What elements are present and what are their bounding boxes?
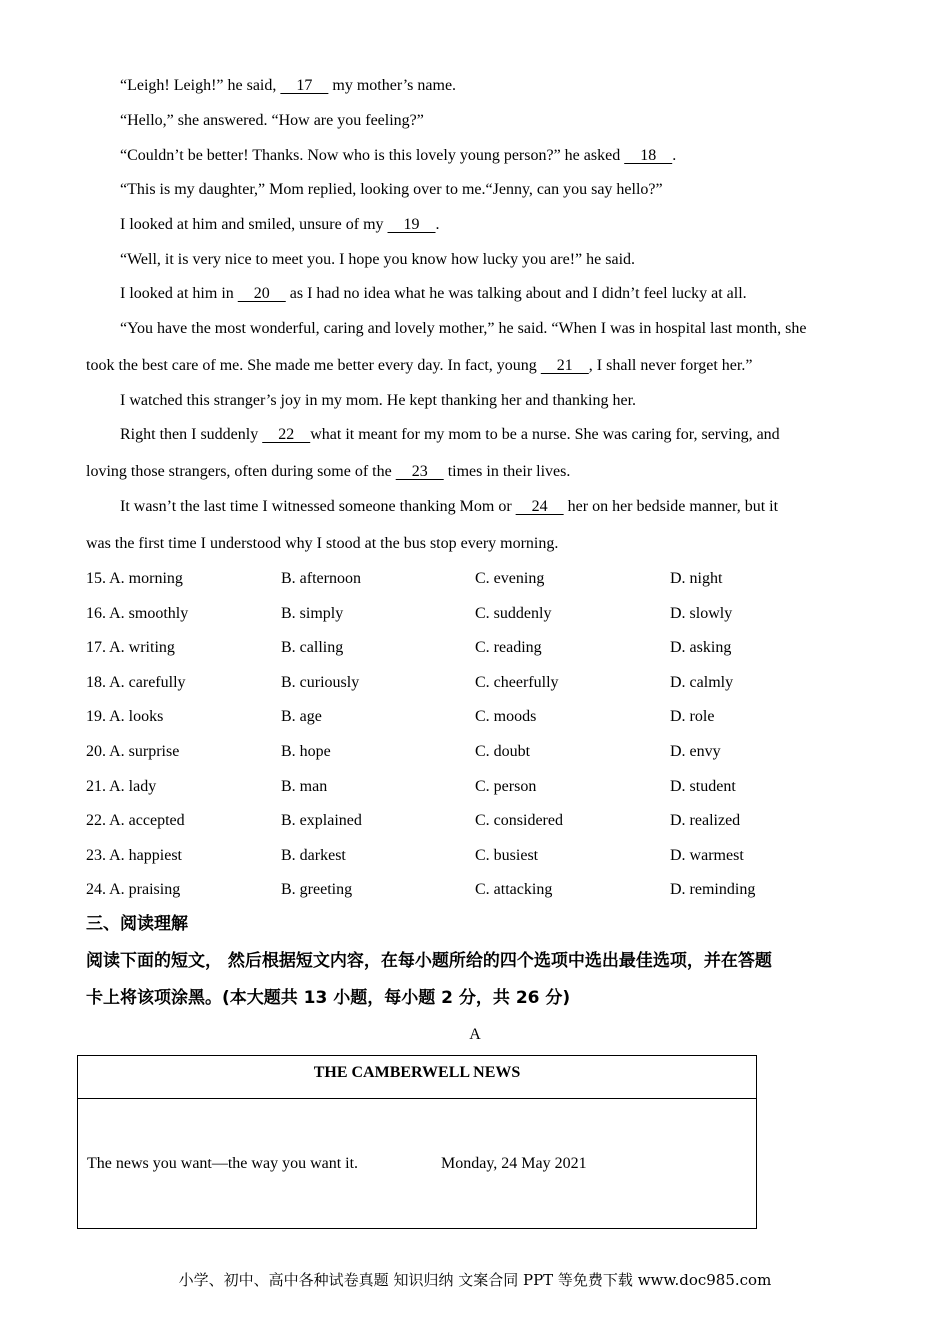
option-item: B. greeting	[281, 881, 353, 899]
option-item: D. student	[670, 777, 736, 795]
option-item: 24. A. praising	[86, 881, 181, 899]
option-item: D. role	[670, 708, 715, 726]
option-item: C. cheerfully	[475, 673, 559, 691]
option-row	[86, 673, 866, 693]
option-item: B. hope	[281, 743, 331, 760]
option-item: C. moods	[475, 708, 537, 726]
passage-text: .	[672, 147, 677, 164]
option-item: D. realized	[670, 812, 741, 830]
option-item: D. slowly	[670, 604, 733, 622]
passage-text: “This is my daughter,” Mom replied, looking over to me.“Jenny, can you say hello?”	[120, 181, 663, 198]
option-item: C. person	[475, 777, 537, 795]
blank-number: 18	[624, 147, 673, 164]
option-item: B. simply	[281, 604, 344, 622]
passage-text: took the best care of me. She made me better every day. In fact, young	[86, 357, 541, 374]
blank-number: 17	[280, 77, 329, 94]
passage-line	[120, 391, 866, 411]
news-date: Monday, 24 May 2021	[441, 1155, 587, 1172]
option-item: B. age	[281, 708, 322, 726]
option-item: 22. A. accepted	[86, 812, 185, 830]
passage-text: I looked at him and smiled, unsure of my	[120, 216, 388, 233]
option-row	[86, 569, 866, 589]
option-row	[86, 742, 866, 762]
blank-number: 21	[540, 357, 589, 374]
passage-text: “Leigh! Leigh!” he said,	[120, 77, 281, 94]
section-instruction-line2: 卡上将该项涂黑。(本大题共 13 小题，每小题 2 分，共 26 分)	[86, 988, 571, 1008]
blank-number: 20	[237, 285, 286, 302]
passage-text: I watched this stranger’s joy in my mom. He kept thanking her and thanking her.	[120, 392, 637, 409]
option-item: C. evening	[475, 570, 545, 587]
option-item: D. envy	[670, 743, 721, 760]
option-item: 23. A. happiest	[86, 846, 182, 864]
passage-line	[120, 146, 866, 166]
option-item: 21. A. lady	[86, 777, 157, 795]
option-item: C. considered	[475, 812, 563, 830]
passage-text: , I shall never forget her.”	[588, 357, 753, 374]
option-item: 15. A. morning	[86, 570, 183, 587]
passage-text: what it meant for my mom to be a nurse. She was caring for, serving, and	[310, 426, 780, 443]
passage-text: I looked at him in	[120, 285, 238, 302]
news-title: THE CAMBERWELL NEWS	[78, 1056, 756, 1099]
option-item: D. asking	[670, 639, 732, 657]
passage-text: as I had no idea what he was talking about and I didn’t feel lucky at all.	[285, 285, 747, 302]
option-item: B. man	[281, 777, 328, 795]
option-item: 19. A. looks	[86, 708, 164, 726]
section-heading: 三、阅读理解	[86, 914, 188, 934]
news-table	[77, 1055, 757, 1229]
option-item: B. darkest	[281, 846, 346, 864]
passage-text: “You have the most wonderful, caring and lovely mother,” he said. “When I was in hospital last month, she	[120, 320, 807, 337]
option-item: B. afternoon	[281, 570, 361, 587]
blank-number: 23	[395, 463, 444, 480]
page-footer: 小学、初中、高中各种试卷真题 知识归纳 文案合同 PPT 等免费下载 www.doc985.com	[178, 1271, 772, 1289]
blank-number: 19	[387, 216, 436, 233]
passage-label: A	[469, 1026, 481, 1043]
option-item: D. warmest	[670, 846, 744, 864]
passage-text: my mother’s name.	[328, 77, 457, 94]
option-item: 18. A. carefully	[86, 673, 186, 691]
passage-text: times in their lives.	[443, 463, 571, 480]
passage-text: “Couldn’t be better! Thanks. Now who is this lovely young person?” he asked	[120, 147, 625, 164]
option-row	[86, 604, 866, 624]
option-item: D. night	[670, 570, 723, 587]
blank-number: 22	[262, 426, 311, 443]
passage-line	[120, 284, 866, 304]
passage-text: “Well, it is very nice to meet you. I hope you know how lucky you are!” he said.	[120, 251, 636, 268]
option-item: B. explained	[281, 812, 362, 830]
option-item: 16. A. smoothly	[86, 604, 189, 622]
passage-text: Right then I suddenly	[120, 426, 263, 443]
passage-line	[120, 76, 866, 96]
option-item: B. calling	[281, 639, 344, 657]
option-item: D. reminding	[670, 881, 756, 899]
passage-line	[86, 356, 866, 376]
passage-line	[120, 215, 866, 235]
passage-line	[120, 111, 866, 131]
option-row	[86, 880, 866, 900]
passage-text: loving those strangers, often during some of the	[86, 463, 396, 480]
option-item: C. doubt	[475, 743, 531, 760]
passage-line	[120, 250, 866, 270]
option-item: C. attacking	[475, 881, 553, 899]
passage-line	[120, 180, 866, 200]
passage-text: It wasn’t the last time I witnessed someone thanking Mom or	[120, 498, 516, 515]
passage-line	[120, 497, 866, 517]
news-slogan: The news you want—the way you want it.	[87, 1155, 359, 1172]
option-item: B. curiously	[281, 673, 360, 691]
option-item: 17. A. writing	[86, 639, 175, 657]
option-item: C. reading	[475, 639, 542, 657]
section-instruction-line1: 阅读下面的短文， 然后根据短文内容，在每小题所给的四个选项中选出最佳选项，并在答题	[86, 951, 772, 971]
option-row	[86, 777, 866, 797]
passage-line	[120, 319, 866, 339]
passage-text: .	[435, 216, 440, 233]
option-row	[86, 846, 866, 866]
passage-text: “Hello,” she answered. “How are you feeling?”	[120, 112, 424, 129]
passage-line	[120, 425, 866, 445]
option-row	[86, 811, 866, 831]
option-item: D. calmly	[670, 673, 734, 691]
passage-text: was the first time I understood why I stood at the bus stop every morning.	[86, 535, 559, 552]
option-row	[86, 707, 866, 727]
option-item: C. busiest	[475, 846, 539, 864]
option-row	[86, 638, 866, 658]
blank-number: 24	[515, 498, 564, 515]
option-item: 20. A. surprise	[86, 743, 180, 760]
passage-line	[86, 534, 866, 554]
passage-line	[86, 462, 866, 482]
passage-text: her on her bedside manner, but it	[563, 498, 779, 515]
option-item: C. suddenly	[475, 604, 552, 622]
